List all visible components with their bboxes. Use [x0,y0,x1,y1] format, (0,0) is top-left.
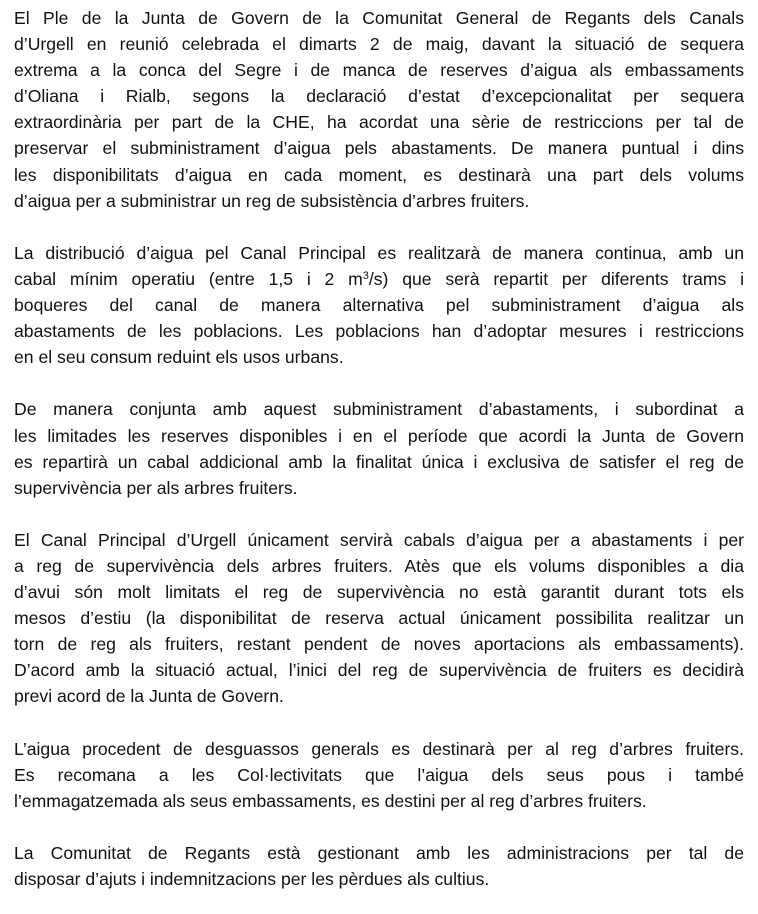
text-line: El Ple de la Junta de Govern de la Comunitat General de Regants dels Canals [14,8,744,28]
paragraph-1 [14,5,744,214]
paragraph-2 [14,240,744,370]
text-line: Es recomana a les Col·lectivitats que l’aigua dels seus pous i també [14,764,744,785]
text-segment: /s) que serà repartit per diferents trams i [368,268,744,289]
text-line: boqueres del canal de manera alternativa pel subministrament d’aigua als [14,295,744,316]
text-line: supervivència per als arbres fruiters. [14,477,298,498]
paragraph-3 [14,396,744,500]
text-line: D’acord amb la situació actual, l’inici del reg de supervivència de fruiters es decidirà [14,660,744,681]
text-line: torn de reg als fruiters, restant pendent de noves aportacions als embassaments). [14,634,744,655]
text-line: El Canal Principal d’Urgell únicament servirà cabals d’aigua per a abastaments i per [14,529,744,550]
paragraph-4 [14,527,744,710]
text-line: d’aigua per a subministrar un reg de subsistència d’arbres fruiters. [14,190,530,211]
text-line: es repartirà un cabal addicional amb la finalitat única i exclusiva de satisfer el reg de [14,451,744,472]
text-line-with-superscript [14,266,744,292]
text-line: disposar d’ajuts i indemnitzacions per les pèrdues als cultius. [14,869,490,890]
text-line: abastaments de les poblacions. Les poblacions han d’adoptar mesures i restriccions [14,321,744,342]
text-line: La Comunitat de Regants està gestionant amb les administracions per tal de [14,843,744,863]
text-line: a reg de supervivència dels arbres fruiters. Atès que els volums disponibles a dia [14,555,744,576]
text-line: les limitades les reserves disponibles i en el període que acordi la Junta de Govern [14,425,744,446]
text-line: en el seu consum reduint els usos urbans. [14,347,344,368]
text-line: les disponibilitats d’aigua en cada moment, es destinarà una part dels volums [14,164,744,185]
text-line: previ acord de la Junta de Govern. [14,686,284,707]
text-line: De manera conjunta amb aquest subministrament d’abastaments, i subordinat a [14,399,744,420]
paragraph-6 [14,840,744,892]
text-line: L’aigua procedent de desguassos generals es destinarà per al reg d’arbres fruiters. [14,738,744,759]
cubic-superscript: 3 [362,269,369,282]
text-line: extrema a la conca del Segre i de manca de reserves d’aigua als embassaments [14,60,744,81]
text-line: d’Urgell en reunió celebrada el dimarts 2 de maig, davant la situació de sequera [14,34,744,55]
paragraph-5 [14,736,744,814]
text-line: La distribució d’aigua pel Canal Principal es realitzarà de manera continua, amb un [14,242,744,263]
text-line: mesos d’estiu (la disponibilitat de reserva actual únicament possibilita realitzar un [14,608,744,629]
text-segment: cabal mínim operatiu (entre 1,5 i 2 m [14,268,363,289]
text-line: preservar el subministrament d’aigua pels abastaments. De manera puntual i dins [14,138,744,159]
text-line: extraordinària per part de la CHE, ha acordat una sèrie de restriccions per tal de [14,112,744,133]
text-line: d’Oliana i Rialb, segons la declaració d’estat d’excepcionalitat per sequera [14,86,744,107]
text-line: l’emmagatzemada als seus embassaments, es destini per al reg d’arbres fruiters. [14,790,647,811]
text-line: d’avui són molt limitats el reg de supervivència no està garantit durant tots els [14,582,744,603]
